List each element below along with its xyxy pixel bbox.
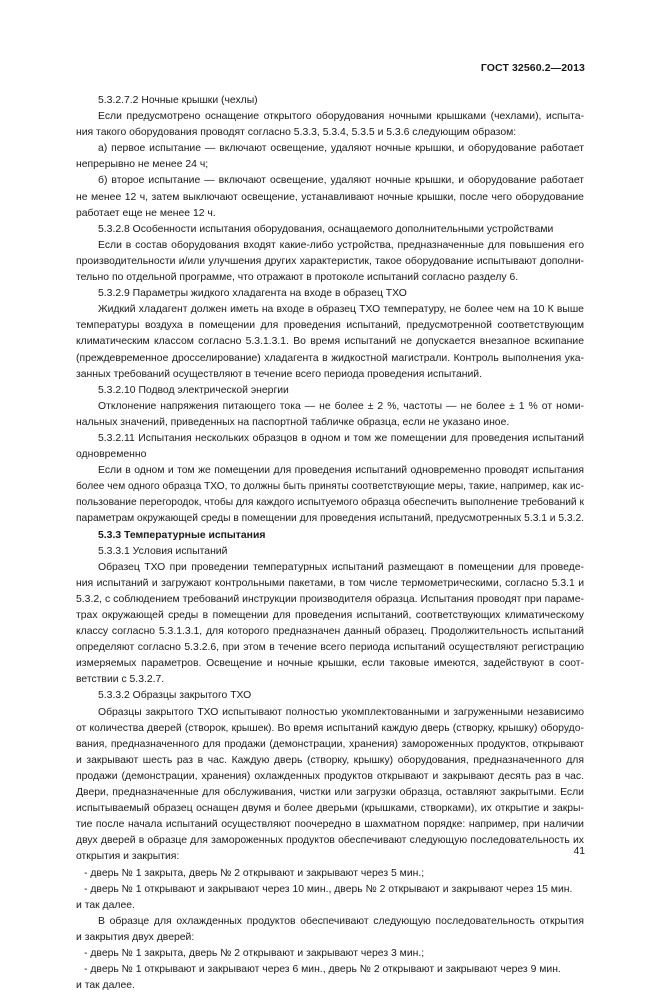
text-line: вания, предназначенного для продажи (демонстрации, хранения) замороженных продуктов, открывают: [76, 738, 584, 750]
text-line: параметрам окружающей среды в помещении для проведения испытаний, предусмотренных 5.3.1 и 5.3.2.: [76, 513, 585, 525]
text-line: 5.3.2.8 Особенности испытания оборудования, оснащаемого дополнительными устройствами: [98, 223, 554, 235]
document-standard-number: ГОСТ 32560.2—2013: [480, 62, 585, 74]
text-line: измеряемых параметров. Освещение и ночные крышки, если таковые имеются, задействуют в соот-: [76, 658, 585, 670]
text-line: нальных значений, приведенных на паспортной табличке образца, если не указано иное.: [76, 416, 510, 428]
text-line: более чем одного образца ТХО, то должны быть приняты соответствующие меры, такие, например, как ис-: [76, 481, 584, 493]
page-number: 41: [573, 846, 585, 857]
text-line: продажи (демонстрации, хранения) охлажденных продуктов открывают и закрывают десять раз в час.: [76, 770, 584, 782]
text-line: 5.3.3.2 Образцы закрытого ТХО: [98, 690, 252, 702]
text-line: пользование перегородок, чтобы для каждого испытуемого образца обеспечить выполнение требований к: [76, 497, 584, 509]
text-line: и закрытия двух дверей:: [76, 931, 195, 943]
text-line: Если в одном и том же помещении для проведения испытаний одновременно проводят испытания: [98, 465, 584, 477]
text-line: тельно по отдельной программе, что отражают в протоколе испытаний согласно разделу 6.: [76, 272, 519, 284]
text-line: ния испытаний и загружают контрольными пакетами, в том числе термометрическими, согласно 5.3.1 и: [76, 577, 585, 589]
text-line: температуры воздуха в помещении для проведения испытаний, предусмотренной соответствующим: [76, 320, 584, 332]
text-line: а) первое испытание — включают освещение, удаляют ночные крышки, и оборудование работает: [98, 143, 584, 155]
list-item-line: - дверь № 1 открывают и закрывают через 6 мин., дверь № 2 открывают и закрывают через 9 мин.: [84, 964, 561, 976]
text-line: Образец ТХО при проведении температурных испытаний размещают в помещении для проведе-: [98, 561, 584, 573]
text-line: ветствии с 5.3.2.7.: [76, 674, 165, 686]
text-line: испытываемый образец оснащен двумя и более дверьми (крышками, створками), их открытие и закры-: [76, 803, 584, 815]
text-line: занных требований осуществляют в течение всего периода проведения испытаний.: [76, 368, 482, 380]
text-line: ния такого оборудования проводят согласно 5.3.3, 5.3.4, 5.3.5 и 5.3.6 следующим образом:: [76, 127, 517, 139]
text-line: климатическим классом согласно 5.3.1.3.1. Во время испытаний не допускается внезапное вскипание: [76, 336, 584, 348]
text-line: 5.3.2.11 Испытания нескольких образцов в одном и том же помещении для проведения испытаний: [98, 432, 585, 444]
text-line: и закрывают шесть раз в час. Каждую дверь (створку, крышку) оборудования, предназначенного для: [76, 754, 584, 766]
text-line: 5.3.2.10 Подвод электрической энергии: [98, 384, 289, 396]
list-item-line: - дверь № 1 открывают и закрывают через 10 мин., дверь № 2 открывают и закрывают через 15 мин.: [84, 883, 573, 895]
text-line: и так далее.: [76, 899, 135, 911]
text-line: трах окружающей среды в помещении для проведения испытаний, соответствующих климатическому: [76, 610, 584, 621]
text-line: непрерывно не менее 24 ч;: [76, 159, 209, 171]
text-line: не менее 12 ч, затем выключают освещение, устанавливают ночные крышки, после чего оборудование: [76, 191, 584, 203]
text-line: классу согласно 5.3.1.3.1, для которого предназначен данный образец. Продолжительность испытаний: [76, 626, 584, 638]
text-line: 5.3.3.1 Условия испытаний: [98, 545, 228, 557]
text-line: Двери, предназначенные для обслуживания, чистки или загрузки образца, оставляют закрытыми. Если: [76, 787, 584, 799]
text-line: двух дверей в образце для замороженных продуктов обеспечивают следующую последовательность их: [76, 835, 584, 847]
text-line: одновременно: [76, 449, 147, 461]
text-line: 5.3.2.9 Параметры жидкого хладагента на входе в образец ТХО: [98, 288, 407, 300]
text-line: б) второе испытание — включают освещение, удаляют ночные крышки, и оборудование работает: [98, 175, 585, 187]
text-line: Образцы закрытого ТХО испытывают полностью укомплектованными и загруженными независимо: [98, 706, 585, 718]
list-item-line: - дверь № 1 закрыта, дверь № 2 открывают и закрывают через 5 мин.;: [84, 867, 425, 879]
text-line: работает еще не менее 12 ч.: [76, 207, 216, 219]
text-line: 5.3.2, с соблюдением требований инструкции производителя образца. Испытания проводят при параме-: [76, 593, 584, 605]
text-line: (преждевременное дросселирование) хладагента в жидкостной магистрали. Контроль выполнения ука-: [76, 352, 584, 364]
text-line: Отклонение напряжения питающего тока — не более ± 2 %, частоты — не более ± 1 % от номи-: [98, 400, 584, 412]
text-line: и так далее.: [76, 980, 135, 992]
text-line: тие после начала испытаний осуществляют поочередно в шахматном порядке: например, при наличии: [76, 819, 584, 831]
document-body: [76, 93, 584, 994]
text-line: производительности и/или улучшения других характеристик, такое оборудование испытывают дополни-: [76, 255, 584, 267]
text-line: открытия и закрытия:: [76, 851, 180, 863]
text-line: В образце для охлажденных продуктов обеспечивают следующую последовательность открытия: [98, 915, 584, 927]
text-line: 5.3.2.7.2 Ночные крышки (чехлы): [98, 95, 258, 106]
list-item-line: - дверь № 1 закрыта, дверь № 2 открывают и закрывают через 3 мин.;: [84, 947, 425, 959]
text-line: от количества дверей (створок, крышек). Во время испытаний каждую дверь (створку, крышку) оборудо-: [76, 722, 584, 734]
section-heading: 5.3.3 Температурные испытания: [98, 529, 266, 541]
text-line: Жидкий хладагент должен иметь на входе в образец ТХО температуру, не более чем на 10 К выше: [98, 304, 584, 316]
text-line: определяют согласно 5.3.2.6, при этом в течение всего периода испытаний осуществляют регистрацию: [76, 642, 585, 654]
text-line: Если предусмотрено оснащение открытого оборудования ночными крышками (чехлами), испыта-: [98, 111, 585, 123]
text-line: Если в состав оборудования входят какие-либо устройства, предназначенные для повышения его: [98, 239, 584, 251]
